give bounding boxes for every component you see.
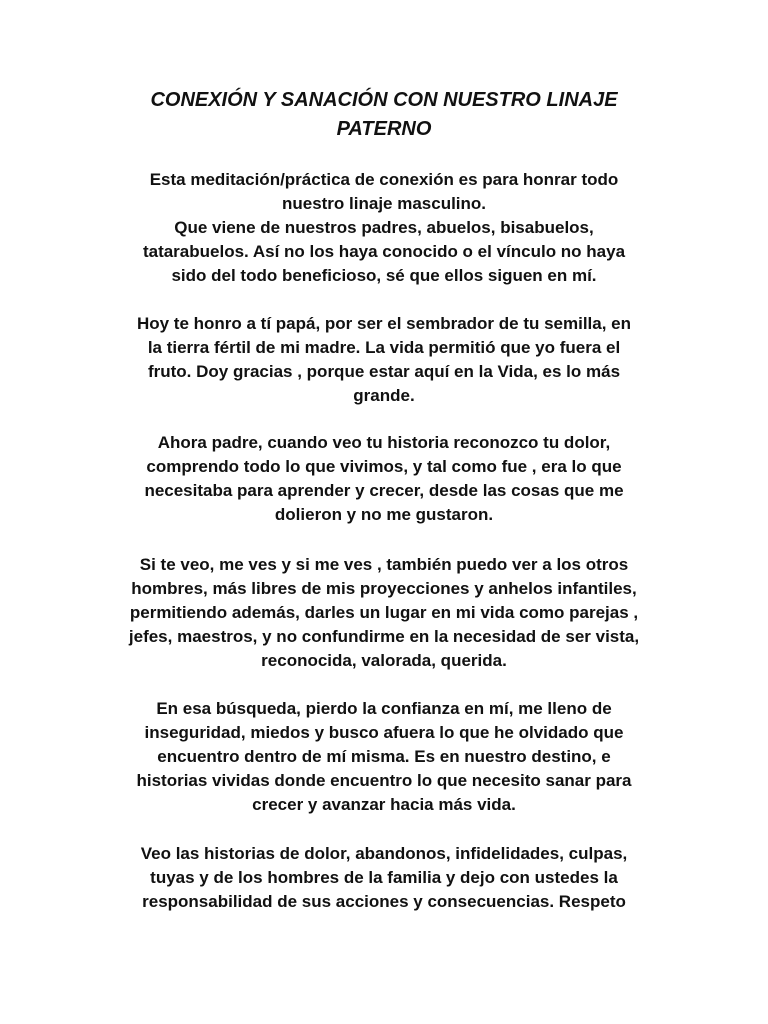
paragraph-pain <box>40 842 728 914</box>
paragraph-line: Ahora padre, cuando veo tu historia reconozco tu dolor, <box>157 433 611 452</box>
paragraph-line: tatarabuelos. Así no los haya conocido o el vínculo no haya <box>142 242 626 261</box>
paragraph-line: la tierra fértil de mi madre. La vida permitió que yo fuera el <box>147 338 621 357</box>
paragraph-line: tuyas y de los hombres de la familia y dejo con ustedes la <box>150 868 618 887</box>
paragraph-line: responsabilidad de sus acciones y consecuencias. Respeto <box>142 892 626 911</box>
paragraph-line: Que viene de nuestros padres, abuelos, bisabuelos, <box>174 218 594 237</box>
paragraph-line: dolieron y no me gustaron. <box>274 505 494 524</box>
paragraph-line: Veo las historias de dolor, abandonos, infidelidades, culpas, <box>140 844 628 863</box>
paragraph-line: Esta meditación/práctica de conexión es para honrar todo <box>149 170 619 189</box>
paragraph-line: fruto. Doy gracias , porque estar aquí en la Vida, es lo más <box>147 362 621 381</box>
paragraph-line: grande. <box>353 386 415 405</box>
paragraph-line: permitiendo además, darles un lugar en mi vida como parejas , <box>129 603 639 622</box>
paragraph-line: necesitaba para aprender y crecer, desde las cosas que me <box>144 481 624 500</box>
paragraph-history <box>40 431 728 527</box>
paragraph-see <box>40 553 728 673</box>
paragraph-search <box>40 697 728 817</box>
paragraph-line: Si te veo, me ves y si me ves , también puedo ver a los otros <box>139 555 629 574</box>
document-title <box>60 86 708 144</box>
title-line: CONEXIÓN Y SANACIÓN CON NUESTRO LINAJE <box>150 89 618 111</box>
paragraph-intro <box>40 168 728 288</box>
paragraph-line: encuentro dentro de mí misma. Es en nuestro destino, e <box>157 747 611 766</box>
paragraph-line: hombres, más libres de mis proyecciones y anhelos infantiles, <box>131 579 637 598</box>
paragraph-line: crecer y avanzar hacia más vida. <box>252 795 516 814</box>
paragraph-line: comprendo todo lo que vivimos, y tal como fue , era lo que <box>146 457 622 476</box>
paragraph-line: Hoy te honro a tí papá, por ser el sembrador de tu semilla, en <box>136 314 632 333</box>
paragraph-line: sido del todo beneficioso, sé que ellos siguen en mí. <box>171 266 597 285</box>
paragraph-line: jefes, maestros, y no confundirme en la necesidad de ser vista, <box>128 627 640 646</box>
title-line: PATERNO <box>336 118 432 140</box>
paragraph-line: reconocida, valorada, querida. <box>261 651 507 670</box>
paragraph-line: inseguridad, miedos y busco afuera lo que he olvidado que <box>144 723 624 742</box>
paragraph-line: nuestro linaje masculino. <box>281 194 487 213</box>
paragraph-honor <box>40 312 728 408</box>
paragraph-line: historias vividas donde encuentro lo que necesito sanar para <box>136 771 632 790</box>
paragraph-line: En esa búsqueda, pierdo la confianza en mí, me lleno de <box>156 699 612 718</box>
